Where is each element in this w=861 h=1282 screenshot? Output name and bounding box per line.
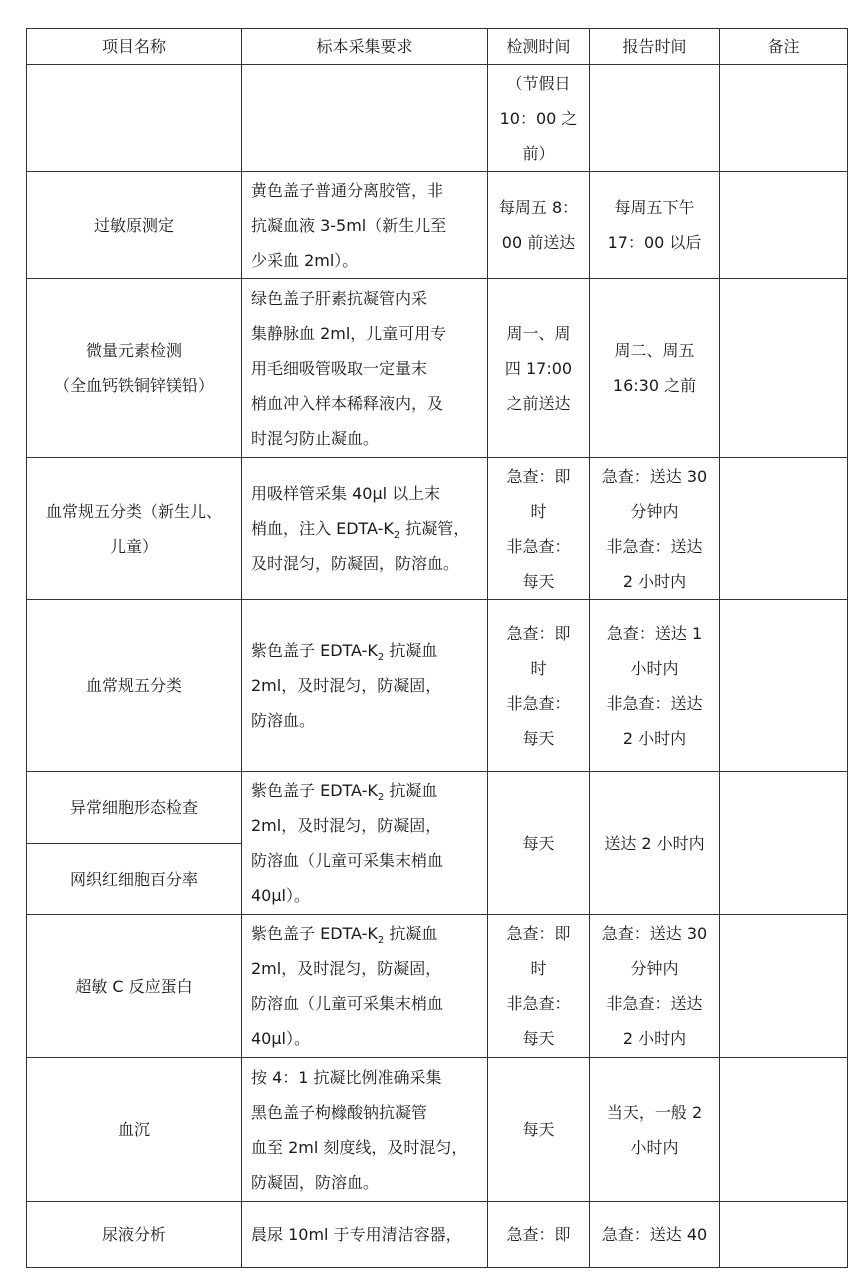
report-time-cell: 急查：送达 30 分钟内 非急查：送达 2 小时内 xyxy=(590,915,720,1058)
report-time-cell: 周二、周五 16:30 之前 xyxy=(590,279,720,458)
item-name-cell: 网织红细胞百分率 xyxy=(27,844,242,915)
lab-specimen-table xyxy=(26,28,848,1268)
sample-requirement-cell: 紫色盖子 EDTA-$K_2$ 抗凝血 2ml，及时混匀，防凝固， 防溶血。 xyxy=(242,600,488,772)
sample-requirement-cell: 紫色盖子 EDTA-$K_2$ 抗凝血 2ml，及时混匀，防凝固， 防溶血（儿童可采集末梢血 40μl）。 xyxy=(242,915,488,1058)
table-row xyxy=(27,772,848,844)
report-time-cell: 送达 2 小时内 xyxy=(590,772,720,915)
remarks-cell xyxy=(720,1202,848,1268)
sample-requirement-cell: 紫色盖子 EDTA-$K_2$ 抗凝血 2ml，及时混匀，防凝固， 防溶血（儿童可采集末梢血 40μl）。 xyxy=(242,772,488,915)
item-name-cell: 血常规五分类 xyxy=(27,600,242,772)
item-name-cell: 血沉 xyxy=(27,1058,242,1202)
report-time-cell: 急查：送达 40 xyxy=(590,1202,720,1268)
detect-time-cell: 每天 xyxy=(488,772,590,915)
item-name-cell xyxy=(27,65,242,172)
sample-requirement-cell: 按 4：1 抗凝比例准确采集 黑色盖子枸橼酸钠抗凝管 血至 2ml 刻度线，及时混匀， 防凝固，防溶血。 xyxy=(242,1058,488,1202)
table-row xyxy=(27,1058,848,1202)
item-name-cell: 微量元素检测 （全血钙铁铜锌镁铅） xyxy=(27,279,242,458)
header-detect-time: 检测时间 xyxy=(488,29,590,65)
remarks-cell xyxy=(720,1058,848,1202)
table-row xyxy=(27,172,848,279)
item-name-cell: 尿液分析 xyxy=(27,1202,242,1268)
header-sample-requirement: 标本采集要求 xyxy=(242,29,488,65)
remarks-cell xyxy=(720,172,848,279)
sample-requirement-cell xyxy=(242,65,488,172)
header-report-time: 报告时间 xyxy=(590,29,720,65)
remarks-cell xyxy=(720,279,848,458)
detect-time-cell: 急查：即 时 非急查： 每天 xyxy=(488,458,590,600)
remarks-cell xyxy=(720,65,848,172)
remarks-cell xyxy=(720,600,848,772)
item-name-cell: 超敏 C 反应蛋白 xyxy=(27,915,242,1058)
detect-time-cell: （节假日 10：00 之 前） xyxy=(488,65,590,172)
table-row xyxy=(27,600,848,772)
detect-time-cell: 周一、周 四 17:00 之前送达 xyxy=(488,279,590,458)
detect-time-cell: 每周五 8： 00 前送达 xyxy=(488,172,590,279)
item-name-cell: 异常细胞形态检查 xyxy=(27,772,242,844)
remarks-cell xyxy=(720,458,848,600)
report-time-cell: 急查：送达 30 分钟内 非急查：送达 2 小时内 xyxy=(590,458,720,600)
sample-requirement-cell: 黄色盖子普通分离胶管，非 抗凝血液 3-5ml（新生儿至 少采血 2ml）。 xyxy=(242,172,488,279)
table-row xyxy=(27,1202,848,1268)
report-time-cell: 急查：送达 1 小时内 非急查：送达 2 小时内 xyxy=(590,600,720,772)
remarks-cell xyxy=(720,915,848,1058)
sample-requirement-cell: 用吸样管采集 40μl 以上末 梢血，注入 EDTA-$K_2$ 抗凝管， 及时混匀，防凝固，防溶血。 xyxy=(242,458,488,600)
table-header-row xyxy=(27,29,848,65)
table-row xyxy=(27,915,848,1058)
report-time-cell: 当天，一般 2 小时内 xyxy=(590,1058,720,1202)
detect-time-cell: 急查：即 时 非急查： 每天 xyxy=(488,915,590,1058)
sample-requirement-cell: 绿色盖子肝素抗凝管内采 集静脉血 2ml，儿童可用专 用毛细吸管吸取一定量末 梢血冲入样本稀释液内，及 时混匀防止凝血。 xyxy=(242,279,488,458)
header-item-name: 项目名称 xyxy=(27,29,242,65)
remarks-cell xyxy=(720,772,848,915)
detect-time-cell: 急查：即 时 非急查： 每天 xyxy=(488,600,590,772)
report-time-cell: 每周五下午 17：00 以后 xyxy=(590,172,720,279)
table-row xyxy=(27,65,848,172)
item-name-cell: 血常规五分类（新生儿、 儿童） xyxy=(27,458,242,600)
table-row xyxy=(27,279,848,458)
table-row xyxy=(27,458,848,600)
detect-time-cell: 急查：即 xyxy=(488,1202,590,1268)
header-remarks: 备注 xyxy=(720,29,848,65)
report-time-cell xyxy=(590,65,720,172)
detect-time-cell: 每天 xyxy=(488,1058,590,1202)
item-name-cell: 过敏原测定 xyxy=(27,172,242,279)
sample-requirement-cell: 晨尿 10ml 于专用清洁容器， xyxy=(242,1202,488,1268)
